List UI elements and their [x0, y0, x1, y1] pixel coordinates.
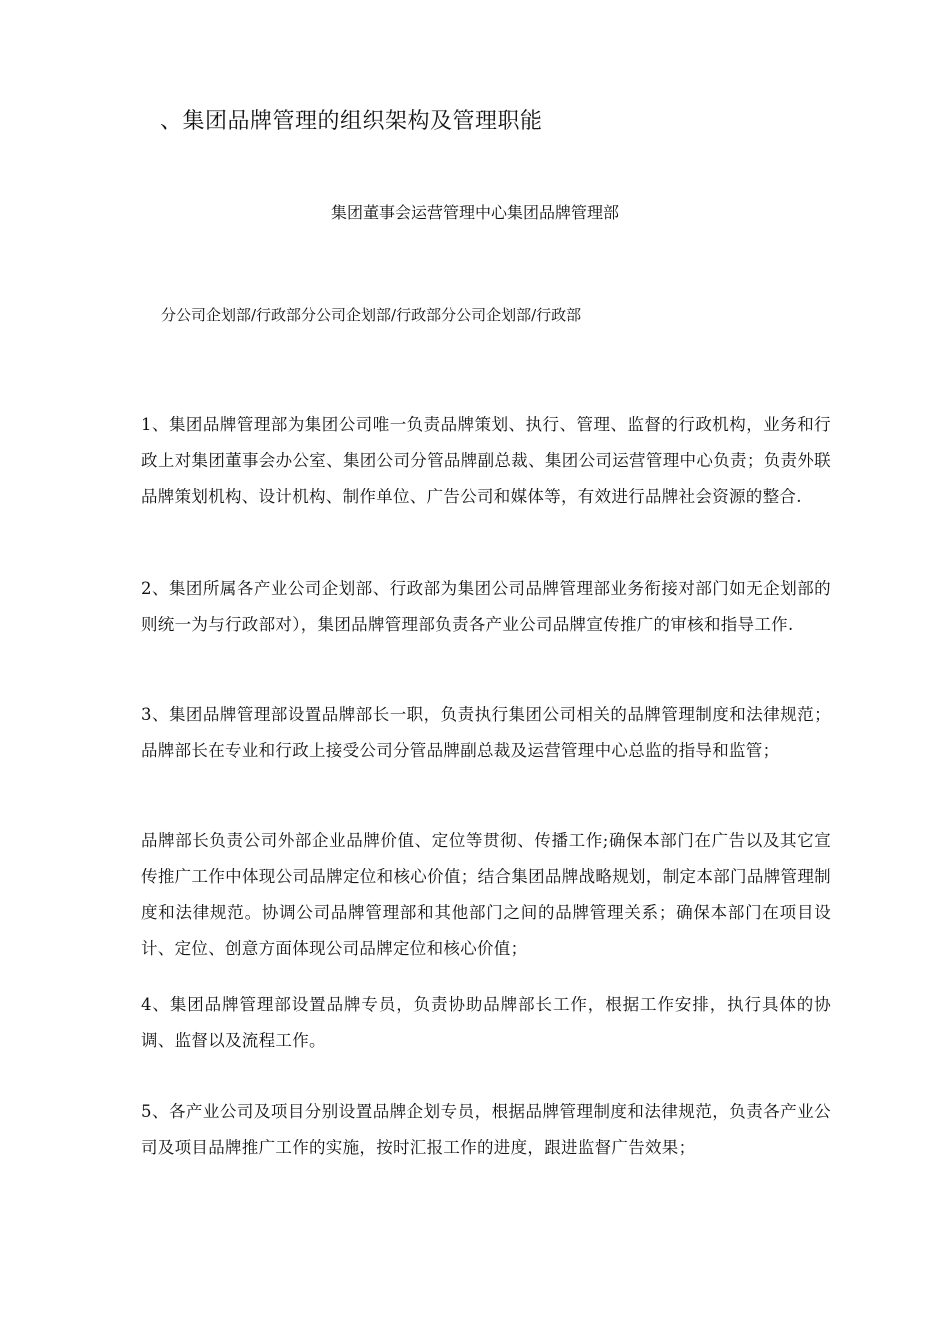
paragraph-3: 3、集团品牌管理部设置品牌部长一职，负责执行集团公司相关的品牌管理制度和法律规范；品牌部长在专业和行政上接受公司分管品牌副总裁及运营管理中心总监的指导和监管； [141, 705, 831, 760]
org-chart-branch-line: 分公司企划部/行政部分公司企划部/行政部分公司企划部/行政部 [161, 306, 582, 324]
org-chart-top-line: 集团董事会运营管理中心集团品牌管理部 [330, 203, 619, 222]
paragraph-4: 4、集团品牌管理部设置品牌专员，负责协助品牌部长工作，根据工作安排，执行具体的协调、监督以及流程工作。 [141, 995, 831, 1050]
paragraph-brand-director: 品牌部长负责公司外部企业品牌价值、定位等贯彻、传播工作;确保本部门在广告以及其它宣传推广工作中体现公司品牌定位和核心价值；结合集团品牌战略规划，制定本部门品牌管理制度和法律规范。协调公司品牌管理部和其他部门之间的品牌管理关系；确保本部门在项目设计、定位、创意方面体现公司品牌定位和核心价值； [141, 831, 831, 958]
section-heading: 、集团品牌管理的组织架构及管理职能 [160, 109, 543, 134]
paragraph-5: 5、各产业公司及项目分别设置品牌企划专员，根据品牌管理制度和法律规范，负责各产业公司及项目品牌推广工作的实施，按时汇报工作的进度，跟进监督广告效果； [141, 1102, 831, 1157]
paragraph-2: 2、集团所属各产业公司企划部、行政部为集团公司品牌管理部业务衔接对部门如无企划部的则统一为与行政部对），集团品牌管理部负责各产业公司品牌宣传推广的审核和指导工作. [141, 579, 831, 634]
paragraph-1: 1、集团品牌管理部为集团公司唯一负责品牌策划、执行、管理、监督的行政机构，业务和行政上对集团董事会办公室、集团公司分管品牌副总裁、集团公司运营管理中心负责；负责外联品牌策划机构、设计机构、制作单位、广告公司和媒体等，有效进行品牌社会资源的整合. [141, 415, 831, 506]
